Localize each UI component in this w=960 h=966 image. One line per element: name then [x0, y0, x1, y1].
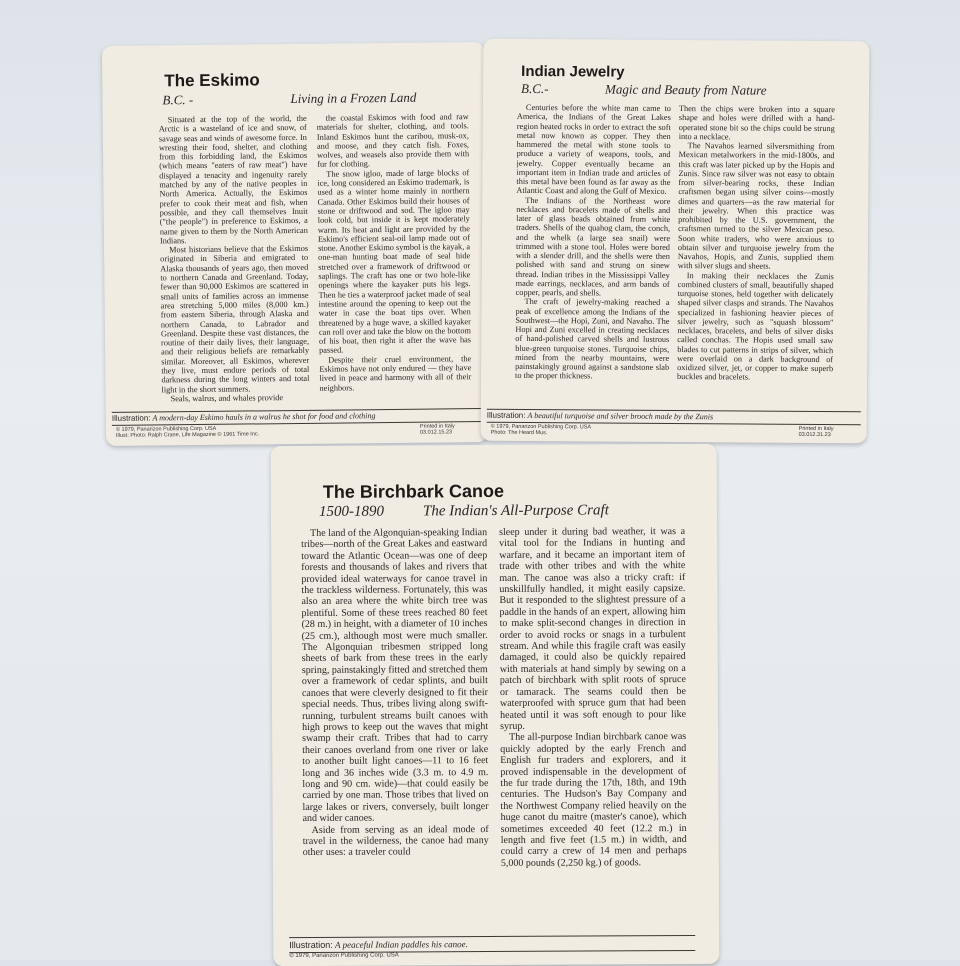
illustration-caption [487, 409, 861, 426]
card-date: B.C.- [521, 80, 549, 97]
credit-line: © 1979, Panarizon Publishing Corp. USA [115, 425, 217, 433]
credit-line: Illust: Photo: Ralph Crane, Life Magazine © 1961 Time Inc. [115, 431, 260, 439]
text-column-right [317, 112, 472, 410]
card-subtitle: The Indian's All-Purpose Craft [422, 502, 609, 520]
card-date: 1500-1890 [318, 503, 385, 520]
print-line: Printed in Italy [798, 425, 834, 433]
print-info [420, 423, 455, 435]
credit-line: Photo: The Heard Mus. [490, 429, 548, 437]
text-column-left [515, 103, 671, 410]
card-subtitle: Living in a Frozen Land [290, 89, 417, 107]
card-the-birchbark-canoe [271, 444, 720, 966]
card-the-eskimo [102, 42, 488, 446]
card-title: The Eskimo [164, 70, 260, 91]
paragraph: The Indians of the Northeast wore necklaces and bracelets made of shells and later of glass beads obtained from white traders. Shells of the quahog clam, the conch, and the whelk (a large sea snail) were trimmed with a stone tool. Holes were bored with a slender drill, and the shells were then polished with sand and strung on sinew thread. Indian tribes in the Mississippi Valley made earrings, necklaces, and arm bands of copper, pearls, and shells. [515, 195, 671, 298]
publisher-credit [116, 425, 259, 438]
paragraph: sleep under it during bad weather, it was a vital tool for the Indians in hunting and warfare, and it became an important item of trade with other tribes and with the white man. The canoe was also a tricky craft: if unskillfully handled, it might easily capsize. But it responded to the slightest pressure of a paddle in the hands of an expert, allowing him to make split-second changes in direction in order to avoid rocks or snags in a turbulent stream. And while this fragile craft was easily damaged, it could also be quickly repaired with materials at hand simply by sewing on a patch of birchbark with split roots of spruce or tamarack. The seams could then be waterproofed with spruce gum that had been heated until it was soft enough to pour like syrup. [499, 526, 687, 732]
publisher-credit [491, 424, 591, 437]
text-column-left [159, 114, 310, 412]
text-column-right [499, 526, 687, 937]
print-line: 03.012.31.23 [798, 431, 831, 439]
illustration-label: Illustration: [289, 939, 333, 951]
paragraph: the coastal Eskimos with food and raw materials for shelter, clothing, and tools. Inland Eskimos hunt the caribou, musk-ox, and moose, and they catch fish. Foxes, wolves, and weasels also provide them with fur for clothing. [316, 112, 470, 170]
card-subtitle: Magic and Beauty from Nature [605, 81, 767, 98]
paragraph: Situated at the top of the world, the Arctic is a wasteland of ice and snow, of savage seas and winds of awesome force. In wresting their food, shelter, and clothing from this forbidding land, the Eskimos (which means "eaters of raw meat") have displayed a tenacity and ingenuity rarely matched by any of the native peoples in North America. Actually, the Eskimos prefer to cook their meat and fish, when possible, and they call themselves Inuit ("the people") in preference to Eskimos, a name given to them by the North American Indians. [158, 113, 308, 246]
illustration-text: A beautiful turquoise and silver brooch made by the Zunis [527, 410, 714, 422]
credit-line: © 1979, Panarizon Publishing Corp. USA [289, 952, 399, 960]
card-title: The Birchbark Canoe [322, 480, 504, 502]
paragraph: Despite their cruel environment, the Eskimos have not only endured — they have lived in peace and harmony with all of their neighbors. [319, 353, 472, 393]
illustration-text: A peaceful Indian paddles his canoe. [335, 939, 468, 950]
paragraph: Centuries before the white man came to America, the Indians of the Great Lakes region heated rocks in order to extract the soft metal now known as copper. They then hammered the metal with stone tools to produce a variety of weapons, tools, and jewelry. Copper eventually became an important item in Indian trade and articles of this metal have been found as far away as the Atlantic Coast and along the Gulf of Mexico. [516, 102, 671, 197]
paragraph: The craft of jewelry-making reached a peak of excellence among the Indians of the Southwest—the Hopi, Zuni, and Navaho. The Hopi and Zuni excelled in creating necklaces of hand-polished carved shells and lustrous blue-green turquoise stones. Turquoise chips, mined from the nearby mountains, were painstakingly ground against a sandstone slab to the proper thickness. [515, 297, 670, 381]
illustration-caption [289, 935, 695, 953]
paragraph: The Navahos learned silversmithing from Mexican metalworkers in the mid-1800s, and this craft was later picked up by the Hopis and Zunis. Since raw silver was not easy to obtain from silver-bearing rocks, these Indian craftsmen began using silver coins—mostly dimes and quarters—as the raw material for their jewelry. When this practice was prohibited by the U.S. government, the craftsmen turned to the silver Mexican peso. Soon white traders, who were anxious to obtain silver and turquoise jewelry from the Navahos, Hopis, and Zunis, supplied them with silver slugs and sheets. [677, 141, 835, 271]
card-title: Indian Jewelry [521, 62, 625, 81]
paragraph: Most historians believe that the Eskimos originated in Siberia and emigrated to Alaska thousands of years ago, then moved to northern Canada and Greenland. Today, fewer than 90,000 Eskimos are scattered in small units of families across an immense area stretching 5,000 miles (8,000 km.) from eastern Siberia, through Alaska and northern Canada, to Labrador and Greenland. Despite these vast distances, the routine of their daily lives, their language, and their religious beliefs are remarkably similar. Moreover, all Eskimos, wherever they live, must endure periods of total darkness during the long winters and total light in the short summers. [160, 244, 310, 395]
paragraph: The land of the Algonquian-speaking Indian tribes—north of the Great Lakes and eastward toward the Atlantic Ocean—was one of deep forests and thousands of lakes and rivers that provided ideal waterways for canoe travel in the trackless wilderness. Fortunately, this was also an area where the white birch tree was plentiful. Some of these trees reached 80 feet (28 m.) in height, with a diameter of 10 inches (25 cm.), although most were much smaller. The Algonquian tribesmen stripped long sheets of bark from these trees in the early spring, painstakingly fitted and stretched them over a framework of cedar splints, and built canoes that were cleverly designed to fit their special needs. Thus, tribes living along swift-running, turbulent streams built canoes with high prows to keep out the waves that might swamp their craft. Tribes that had to carry their canoes overland from one river or lake to another built light canoes—11 to 16 feet long and 36 inches wide (3.3 m. to 4.9 m. long and 90 cm. wide)—that could easily be carried by one man. Those tribes that lived on large lakes or rivers, conversely, built longer and wider canoes. [301, 527, 489, 825]
illustration-label: Illustration: [111, 413, 151, 423]
card-date: B.C. - [162, 92, 194, 108]
text-column-left [301, 527, 489, 938]
illustration-text: A modern-day Eskimo hauls in a walrus he shot for food and clothing [152, 411, 376, 423]
paragraph: Then the chips were broken into a square shape and holes were drilled with a hand-operated stone bit so the chips could be strung into a necklace. [678, 104, 835, 142]
illustration-label: Illustration: [486, 410, 526, 420]
card-indian-jewelry [481, 39, 870, 444]
credit-line: © 1979, Panarizon Publishing Corp. USA [490, 423, 592, 431]
print-line: 03.012.15.23 [419, 429, 453, 436]
paragraph: In making their necklaces the Zunis combined clusters of small, beautifully shaped turquoise stones, held together with delicately shaped silver clasps and strands. The Navahos specialized in fashioning heavier pieces of silver jewelry, such as "squash blossom" necklaces, bracelets, and belts of silver disks called conchas. The Hopis used small saw blades to cut patterns in strips of silver, which were overlaid on a dark background of oxidized silver, jet, or copper to make superb buckles and bracelets. [677, 270, 834, 382]
text-column-right [677, 104, 835, 411]
paragraph: The snow igloo, made of large blocks of ice, long considered an Eskimo trademark, is used as a winter home mainly in northern Canada. Other Eskimos build their houses of stone or driftwood and sod. The igloo may look cold, but inside it is kept moderately warm. Its heat and light are provided by the Eskimo's efficient seal-oil lamp made out of stone. Another Eskimo symbol is the kayak, a one-man hunting boat made of seal hide stretched over a framework of driftwood or saplings. The craft has one or two hole-like openings where the kayaker puts his legs. Then he ties a waterproof jacket made of seal intestine around the opening to keep out the water in case the boat tips over. When threatened by a huge wave, a skilled kayaker can roll over and take the blow on the bottom of his boat, then right it after the wave has passed. [317, 167, 472, 356]
print-info [799, 426, 834, 438]
paragraph: The all-purpose Indian birchbark canoe was quickly adopted by the early French and English fur traders and explorers, and it proved indispensable in the development of the fur trade during the 17th, 18th, and 19th centuries. The Hudson's Bay Company and the Northwest Company relied heavily on the huge canot du maitre (master's canoe), which sometimes exceeded 40 feet (12.2 m.) in length and five feet (1.5 m.) in width, and could carry a crew of 14 men and perhaps 5,000 pounds (2,250 kg.) of goods. [500, 731, 687, 869]
publisher-credit [289, 953, 399, 961]
print-line: Printed in Italy [419, 423, 455, 430]
paragraph: Aside from serving as an ideal mode of travel in the wilderness, the canoe had many other uses: a traveler could [302, 823, 489, 859]
paragraph: Seals, walrus, and whales provide [170, 393, 284, 404]
